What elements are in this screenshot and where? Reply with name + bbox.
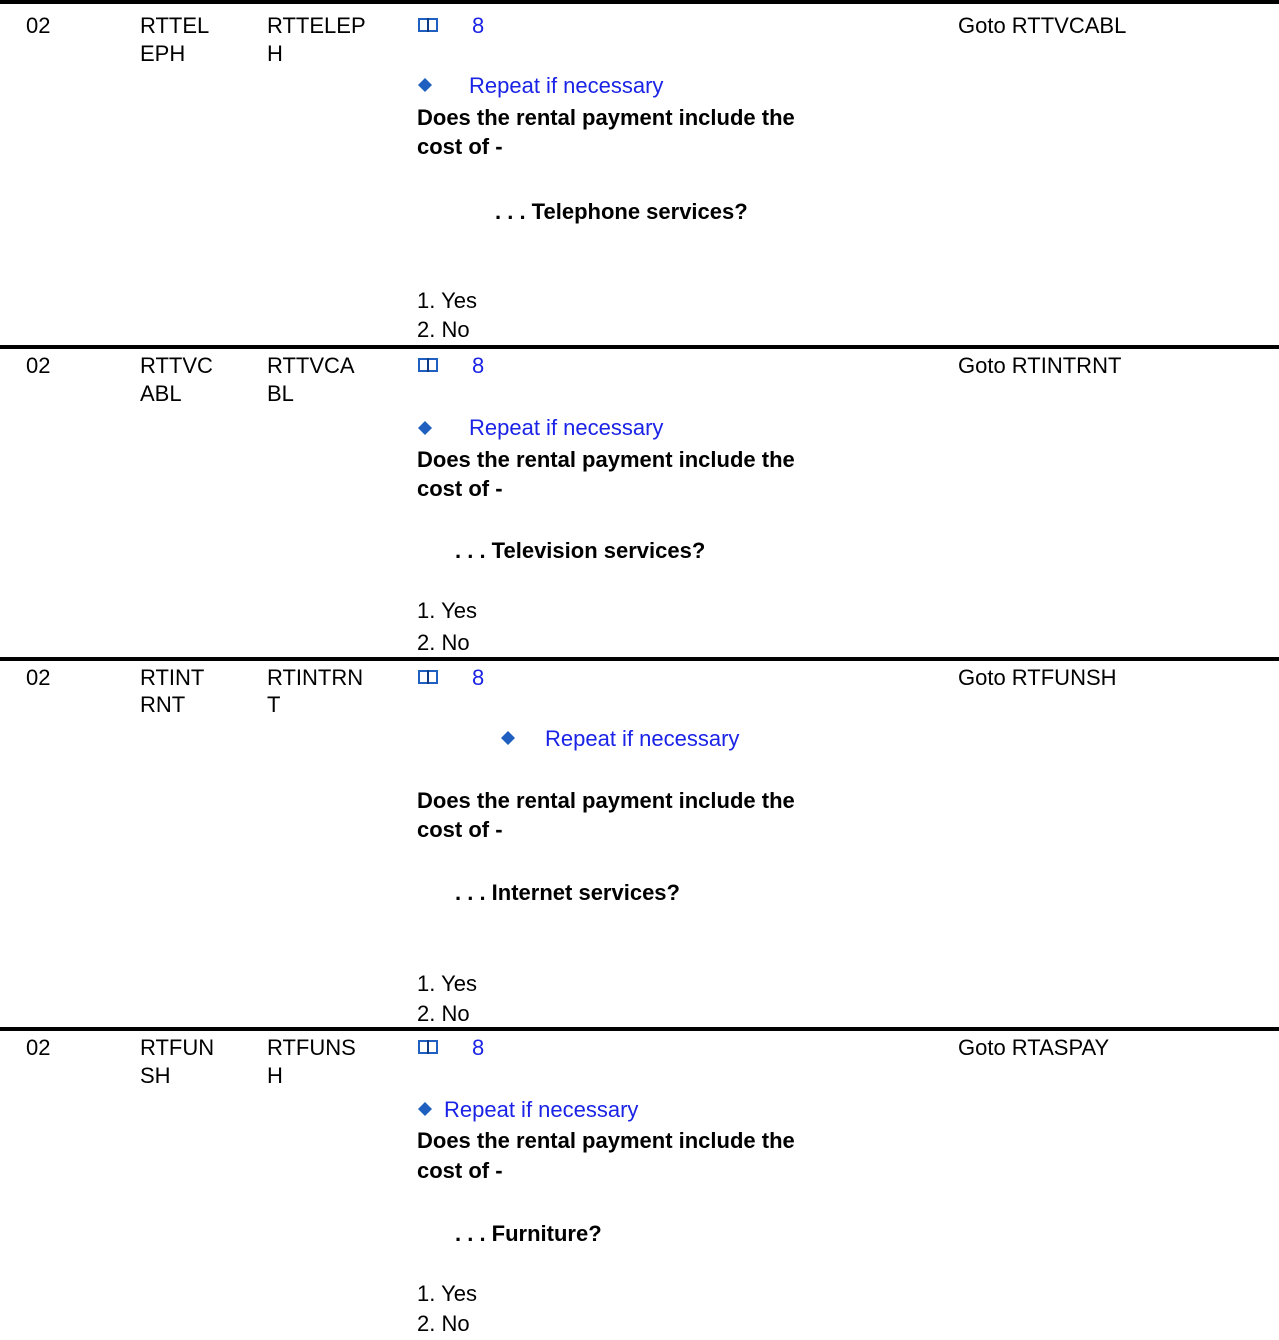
goto-instruction: Goto RTASPAY: [958, 1035, 1110, 1060]
answer-option: 2. No: [417, 1311, 470, 1336]
book-icon[interactable]: [417, 17, 439, 33]
variable-name-short-line1: RTTVC: [140, 353, 213, 378]
level-cell: 02: [26, 353, 51, 378]
diamond-icon: [418, 78, 432, 92]
variable-name-long-line1: RTFUNS: [267, 1035, 356, 1060]
variable-name-short-line1: RTINT: [140, 665, 205, 690]
sub-question: . . . Telephone services?: [495, 199, 748, 224]
variable-name-short-line2: RNT: [140, 692, 186, 717]
question-text-line2: cost of -: [417, 476, 503, 501]
variable-name-short-line2: SH: [140, 1063, 171, 1088]
row-divider: [0, 345, 1279, 349]
repeat-if-necessary-link[interactable]: Repeat if necessary: [469, 73, 664, 98]
diamond-icon: [418, 421, 432, 435]
row-divider-top: [0, 0, 1279, 4]
answer-option: 1. Yes: [417, 1281, 477, 1306]
help-ref-link[interactable]: 8: [472, 1035, 485, 1060]
question-text-line2: cost of -: [417, 817, 503, 842]
variable-name-short-line1: RTTEL: [140, 13, 210, 38]
variable-name-long-line1: RTTVCA: [267, 353, 355, 378]
book-icon[interactable]: [417, 357, 439, 373]
repeat-if-necessary-link[interactable]: Repeat if necessary: [444, 1097, 639, 1122]
question-text-line1: Does the rental payment include the: [417, 105, 795, 130]
answer-option: 1. Yes: [417, 971, 477, 996]
level-cell: 02: [26, 665, 51, 690]
goto-instruction: Goto RTINTRNT: [958, 353, 1122, 378]
goto-instruction: Goto RTFUNSH: [958, 665, 1117, 690]
level-cell: 02: [26, 13, 51, 38]
row-divider: [0, 657, 1279, 661]
question-text-line1: Does the rental payment include the: [417, 788, 795, 813]
variable-name-short-line2: ABL: [140, 381, 182, 406]
variable-name-long-line1: RTINTRN: [267, 665, 364, 690]
answer-option: 1. Yes: [417, 598, 477, 623]
question-text-line1: Does the rental payment include the: [417, 1128, 795, 1153]
variable-name-short-line1: RTFUN: [140, 1035, 215, 1060]
sub-question: . . . Television services?: [455, 538, 706, 563]
answer-option: 2. No: [417, 317, 470, 342]
help-ref-link[interactable]: 8: [472, 13, 485, 38]
answer-option: 2. No: [417, 630, 470, 655]
book-icon[interactable]: [417, 1039, 439, 1055]
row-divider: [0, 1027, 1279, 1031]
goto-instruction: Goto RTTVCABL: [958, 13, 1127, 38]
help-ref-link[interactable]: 8: [472, 353, 485, 378]
question-text-line2: cost of -: [417, 134, 503, 159]
answer-option: 1. Yes: [417, 288, 477, 313]
variable-name-long-line1: RTTELEP: [267, 13, 366, 38]
question-text-line2: cost of -: [417, 1158, 503, 1183]
level-cell: 02: [26, 1035, 51, 1060]
question-text-line1: Does the rental payment include the: [417, 447, 795, 472]
variable-name-long-line2: BL: [267, 381, 294, 406]
diamond-icon: [418, 1102, 432, 1116]
diamond-icon: [501, 731, 515, 745]
sub-question: . . . Furniture?: [455, 1221, 602, 1246]
repeat-if-necessary-link[interactable]: Repeat if necessary: [469, 415, 664, 440]
variable-name-long-line2: H: [267, 1063, 283, 1088]
book-icon[interactable]: [417, 669, 439, 685]
sub-question: . . . Internet services?: [455, 880, 680, 905]
answer-option: 2. No: [417, 1001, 470, 1026]
variable-name-long-line2: T: [267, 692, 281, 717]
help-ref-link[interactable]: 8: [472, 665, 485, 690]
variable-name-long-line2: H: [267, 41, 283, 66]
variable-name-short-line2: EPH: [140, 41, 186, 66]
repeat-if-necessary-link[interactable]: Repeat if necessary: [545, 726, 740, 751]
